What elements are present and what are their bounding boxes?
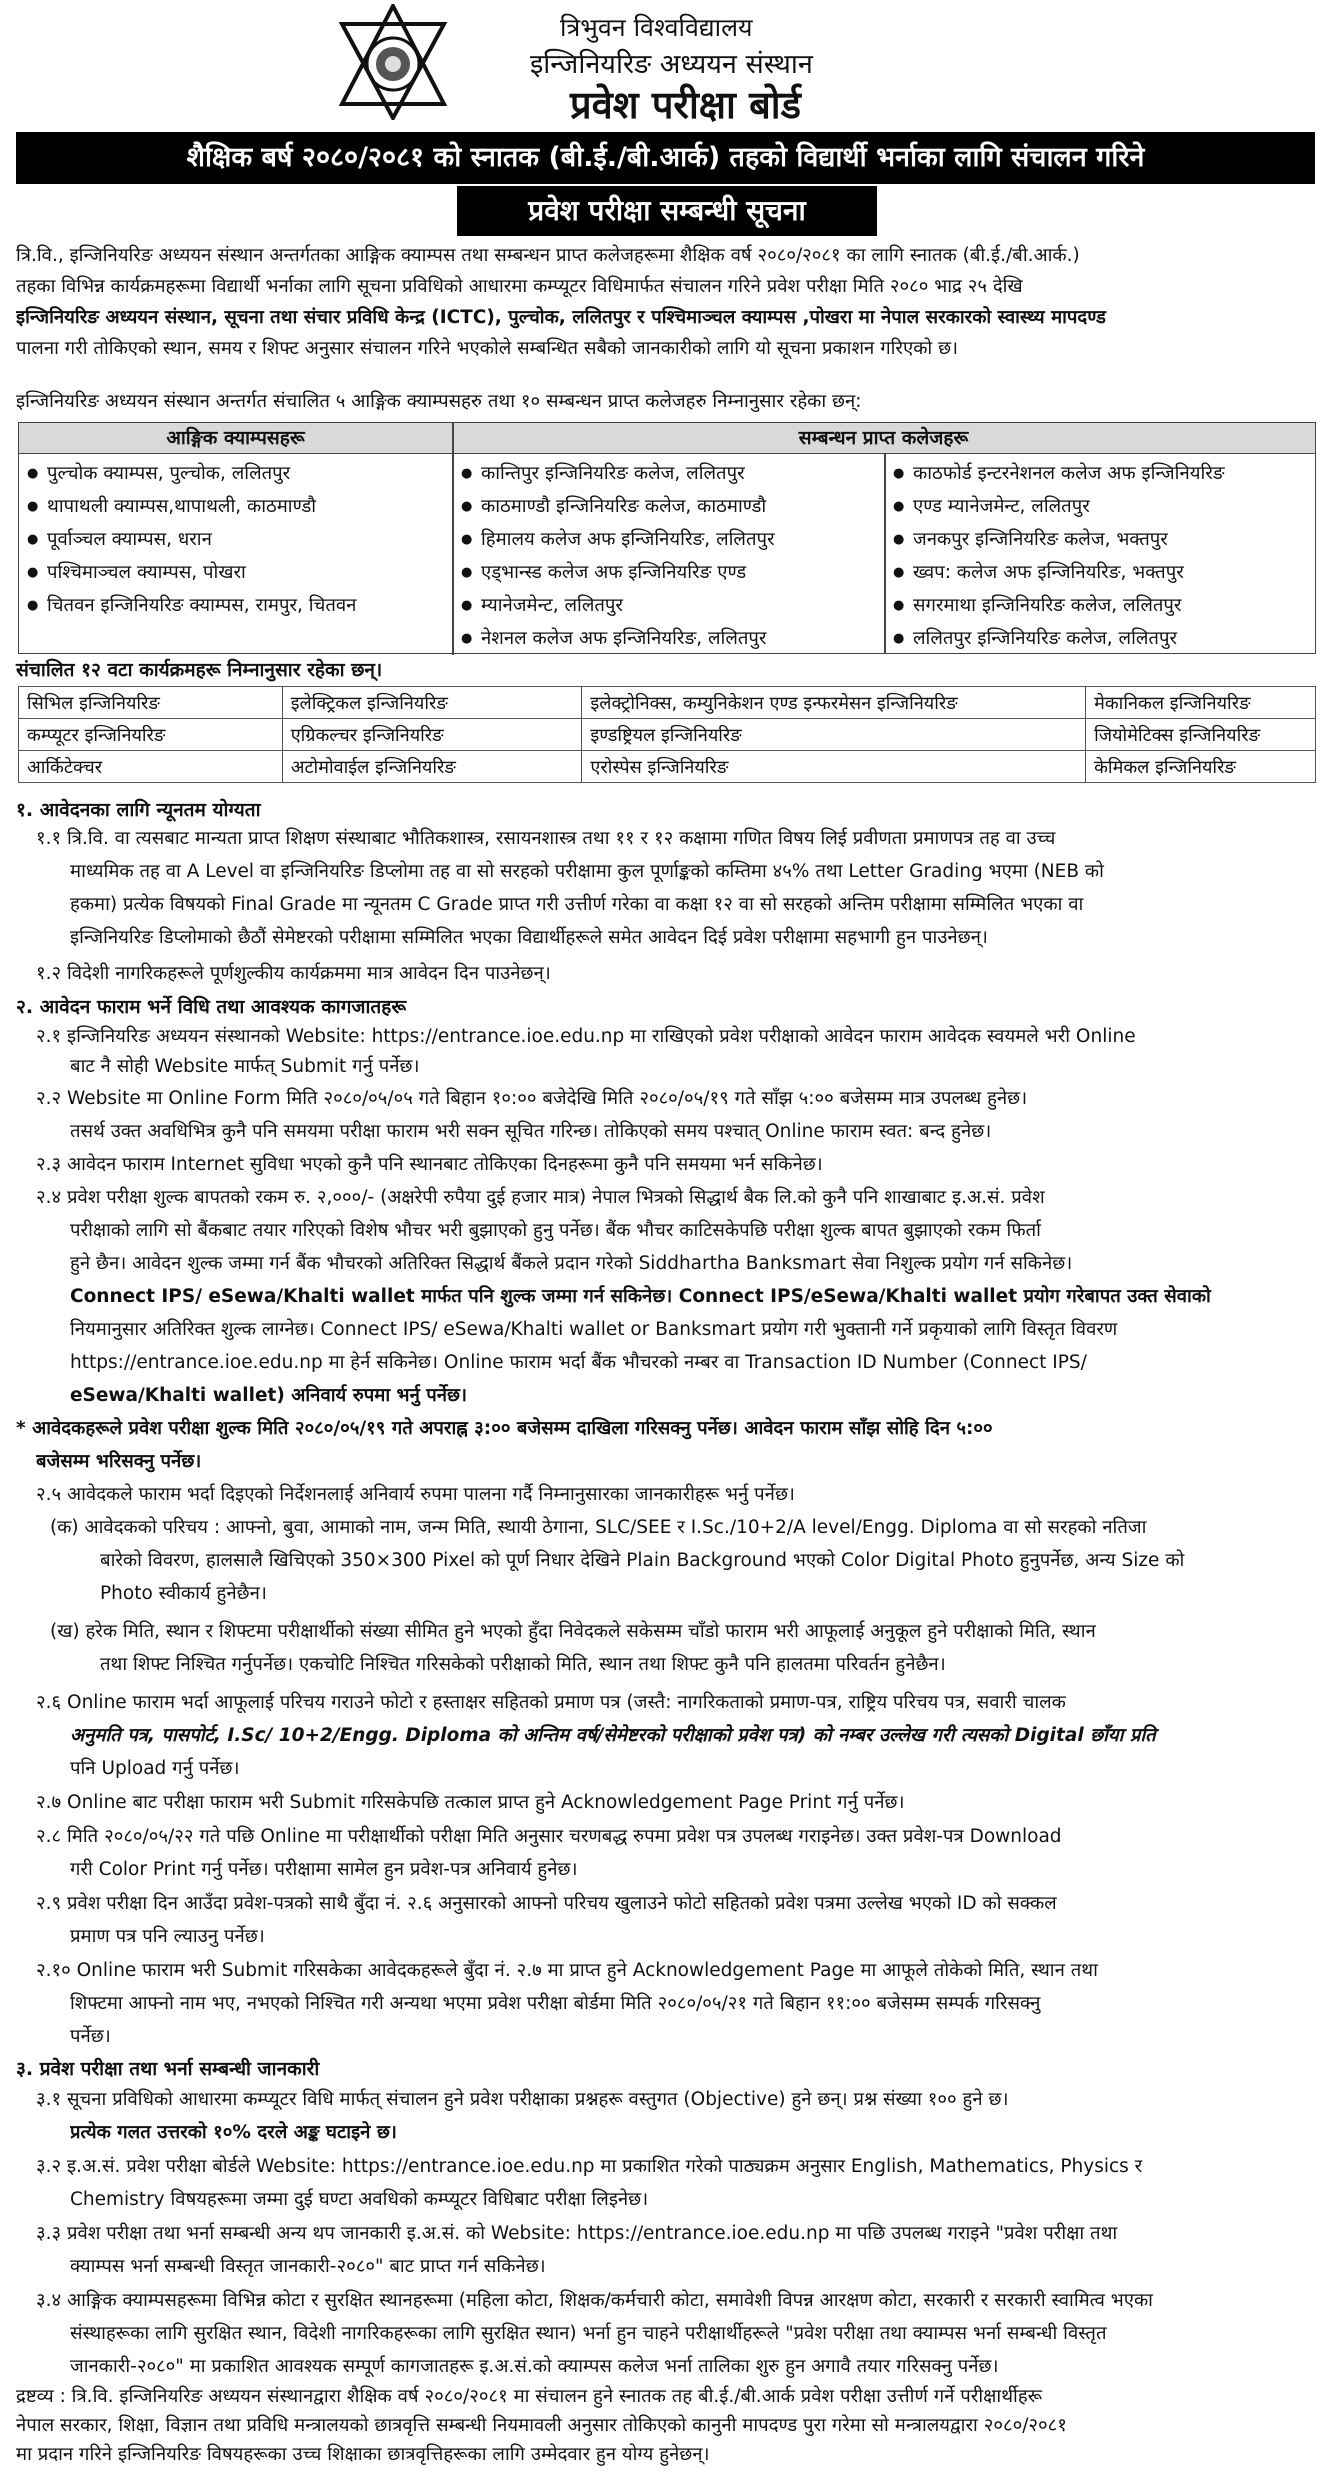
list-item: ● हिमालय कलेज अफ इन्जिनियरिङ, ललितपुर	[459, 523, 775, 556]
para-2-9: २.९ प्रवेश परीक्षा दिन आउँदा प्रवेश-पत्रको साथै बुँदा नं. २.६ अनुसारको आफ्नो परिचय खुलाउने फोटो सहितको प्रवेश पत्रमा उल्लेख भएको ID को सक्कल	[36, 1893, 1057, 1914]
list-item: ● थापाथली क्याम्पस,थापाथली, काठमाण्डौ	[25, 490, 356, 523]
note-line: द्रष्टव्य : त्रि.वि. इन्जिनियरिङ अध्ययन संस्थानद्वारा शैक्षिक वर्ष २०८०/२०८१ मा संचालन हुने स्नातक तह बी.ई./बी.आर्क प्रवेश परीक्षा उत्तीर्ण गर्ने परीक्षार्थीहरू	[16, 2386, 1043, 2407]
para-2-2: तसर्थ उक्त अवधिभित्र कुनै पनि समयमा परीक्षा फाराम भरी सक्न सूचित गरिन्छ। तोकिएको समय पश्चात् Online फाराम स्वत: बन्द हुनेछ।	[70, 1121, 992, 1142]
university-name: त्रिभुवन विश्वविद्यालय	[560, 13, 753, 42]
fee-deadline-note: बजेसम्म भरिसक्नु पर्नेछ।	[36, 1451, 202, 1472]
note-line: नेपाल सरकार, शिक्षा, विज्ञान तथा प्रविधि मन्त्रालयको छात्रवृत्ति सम्बन्धी नियमावली अनुसार तोकिएको कानुनी मापदण्ड पुरा गरेमा सो मन्त्रालयद्वारा २०८०/२०८१	[16, 2415, 1067, 2436]
fee-deadline-note: * आवेदकहरूले प्रवेश परीक्षा शुल्क मिति २०८०/०५/१९ गते अपराह्न ३:०० बजेसम्म दाखिला गरिसक्नु पर्नेछ। आवेदन फाराम साँझ सोहि दिन ५:००	[16, 1418, 993, 1439]
program-cell: एरोस्पेस इन्जिनियरिङ	[582, 751, 1086, 783]
para-2-4: Connect IPS/ eSewa/Khalti wallet मार्फत पनि शुल्क जम्मा गर्न सकिनेछ। Connect IPS/eSewa/Khalti wallet प्रयोग गरेबापत उक्त सेवाको	[70, 1286, 1211, 1307]
program-cell: इण्डष्ट्रियल इन्जिनियरिङ	[582, 719, 1086, 751]
list-item: ● कान्तिपुर इन्जिनियरिङ कलेज, ललितपुर	[459, 457, 775, 490]
programs-table	[18, 686, 1316, 783]
para-2-9: प्रमाण पत्र पनि ल्याउनु पर्नेछ।	[70, 1926, 265, 1947]
list-item-continuation: ● एण्ड म्यानेजमेन्ट, ललितपुर	[891, 490, 1225, 523]
list-item: ● नेशनल कलेज अफ इन्जिनियरिङ, ललितपुर	[459, 622, 775, 655]
para-2-5-ka: बारेको विवरण, हालसालै खिचिएको 350×300 Pixel को पूर्ण निधार देखिने Plain Background भएको Color Digital Photo हुनुपर्नेछ, अन्य Size को	[100, 1550, 1185, 1571]
para-3-1: प्रत्येक गलत उत्तरको १०% दरले अङ्क घटाइने छ।	[70, 2122, 397, 2143]
campus-table	[18, 422, 1316, 654]
section-3-title: ३. प्रवेश परीक्षा तथा भर्ना सम्बन्धी जानकारी	[16, 2058, 320, 2080]
intro-line: पालना गरी तोकिएको स्थान, समय र शिफ्ट अनुसार संचालन गरिने भएकोले सम्बन्धित सबैको जानकारीको लागि यो सूचना प्रकाशन गरिएको छ।	[16, 338, 959, 359]
list-item: ● जनकपुर इन्जिनियरिङ कलेज, भक्तपुर	[891, 523, 1225, 556]
affiliated-list-a	[459, 457, 775, 655]
intro-line: त्रि.वि., इन्जिनियरिङ अध्ययन संस्थान अन्तर्गतका आङ्गिक क्याम्पस तथा सम्बन्धन प्राप्त कलेजहरूमा शैक्षिक वर्ष २०८०/२०८१ का लागि स्नातक (बी.ई./बी.आर्क.)	[16, 245, 1080, 266]
para-3-4: ३.४ आङ्गिक क्याम्पसहरूमा विभिन्न कोटा र सुरक्षित स्थानहरूमा (महिला कोटा, शिक्षक/कर्मचारी कोटा, समावेशी विपन्न आरक्षण कोटा, सरकारी र सरकारी स्वामित्व भएका	[36, 2290, 1153, 2311]
list-item: ● पश्चिमाञ्चल क्याम्पस, पोखरा	[25, 556, 356, 589]
list-item: ● पुल्चोक क्याम्पस, पुल्चोक, ललितपुर	[25, 457, 356, 490]
para-1-1: माध्यमिक तह वा A Level वा इन्जिनियरिङ डिप्लोमा तह वा सो सरहको परीक्षामा कुल पूर्णाङ्कको कम्तिमा ४५% तथा Letter Grading भएमा (NEB को	[70, 861, 1104, 882]
program-cell: आर्किटेक्चर	[19, 751, 283, 783]
list-item: ● काठमाण्डौ इन्जिनियरिङ कलेज, काठमाण्डौ	[459, 490, 775, 523]
program-cell: जियोमेटिक्स इन्जिनियरिङ	[1086, 719, 1316, 751]
para-2-5-kha: (ख) हरेक मिति, स्थान र शिफ्टमा परीक्षार्थीको संख्या सीमित हुने भएको हुँदा निवेदकले सकेसम्म चाँडो फाराम भरी आफूलाई अनुकूल हुने परीक्षाको मिति, स्थान	[50, 1621, 1096, 1642]
para-2-10: २.१० Online फाराम भरी Submit गरिसकेका आवेदकहरूले बुँदा नं. २.७ मा प्राप्त हुने Acknowledgement Page मा आफूले तोकेको मिति, स्थान तथा	[36, 1960, 1098, 1981]
constituent-list	[25, 457, 356, 622]
program-cell: अटोमोवाईल इन्जिनियरिङ	[282, 751, 582, 783]
program-cell: केमिकल इन्जिनियरिङ	[1086, 751, 1316, 783]
para-2-5-ka: (क) आवेदकको परिचय : आफ्नो, बुवा, आमाको नाम, जन्म मिति, स्थायी ठेगाना, SLC/SEE र I.Sc./10+2/A level/Engg. Diploma वा सो सरहको नतिजा	[50, 1517, 1147, 1538]
para-3-2: ३.२ इ.अ.सं. प्रवेश परीक्षा बोर्डले Website: https://entrance.ioe.edu.np मा प्रकाशित गरेको पाठ्यक्रम अनुसार English, Mathematics, Physics र	[36, 2156, 1143, 2177]
program-cell: सिभिल इन्जिनियरिङ	[19, 687, 283, 719]
para-3-3: ३.३ प्रवेश परीक्षा तथा भर्ना सम्बन्धी अन्य थप जानकारी इ.अ.सं. को Website: https://entrance.ioe.edu.np मा पछि उपलब्ध गराइने "प्रवेश परीक्षा तथा	[36, 2223, 1118, 2244]
para-2-4: https://entrance.ioe.edu.np मा हेर्न सकिनेछ। Online फाराम भर्दा बैंक भौचरको नम्बर वा Transaction ID Number (Connect IPS/	[70, 1352, 1087, 1373]
para-1-2: १.२ विदेशी नागरिकहरूले पूर्णशुल्कीय कार्यक्रममा मात्र आवेदन दिन पाउनेछन्।	[36, 963, 551, 984]
list-item-continuation: ● म्यानेजमेन्ट, ललितपुर	[459, 589, 775, 622]
para-3-2: Chemistry विषयहरूमा जम्मा दुई घण्टा अवधिको कम्प्यूटर विधिबाट परीक्षा लिइनेछ।	[70, 2189, 649, 2210]
para-2-5-ka: Photo स्वीकार्य हुनेछैन।	[100, 1583, 267, 1604]
intro-line: इन्जिनियरिङ अध्ययन संस्थान, सूचना तथा संचार प्रविधि केन्द्र (ICTC), पुल्चोक, ललितपुर र पश्चिमाञ्चल क्याम्पस ,पोखरा मा नेपाल सरकारको स्वास्थ्य मापदण्ड	[16, 307, 1106, 328]
institute-name: इन्जिनियरिङ अध्ययन संस्थान	[530, 49, 813, 80]
para-2-6: २.६ Online फाराम भर्दा आफूलाई परिचय गराउने फोटो र हस्ताक्षर सहितको प्रमाण पत्र (जस्तै: नागरिकताको प्रमाण-पत्र, राष्ट्रिय परिचय पत्र, सवारी चालक	[36, 1692, 1066, 1713]
para-2-6: पनि Upload गर्नु पर्नेछ।	[70, 1758, 240, 1779]
para-2-5-kha: तथा शिफ्ट निश्चित गर्नुपर्नेछ। एकचोटि निश्चित गरिसकेको परीक्षाको मिति, स्थान तथा शिफ्ट कुनै पनि हालतमा परिवर्तन हुनेछैन।	[100, 1654, 946, 1675]
intro-line: इन्जिनियरिङ अध्ययन संस्थान अन्तर्गत संचालित ५ आङ्गिक क्याम्पसहरु तथा १० सम्बन्धन प्राप्त कलेजहरु निम्नानुसार रहेका छन्:	[16, 391, 862, 412]
para-1-1: १.१ त्रि.वि. वा त्यसबाट मान्यता प्राप्त शिक्षण संस्थाबाट भौतिकशास्त्र, रसायनशास्त्र तथा ११ र १२ कक्षामा गणित विषय लिई प्रवीणता प्रमाणपत्र तह वा उच्च	[36, 828, 1056, 849]
table-row	[19, 687, 1316, 719]
para-3-4: जानकारी-२०८०" मा प्रकाशित आवश्यक सम्पूर्ण कागजातहरू इ.अ.सं.को क्याम्पस कलेज भर्ना तालिका शुरु हुन अगावै तयार गरिसक्नु पर्नेछ।	[70, 2356, 999, 2377]
para-2-2: २.२ Website मा Online Form मिति २०८०/०५/०५ गते बिहान १०:०० बजेदेखि मिति २०८०/०५/१९ गते साँझ ५:०० बजेसम्म मात्र उपलब्ध हुनेछ।	[36, 1088, 1028, 1109]
para-2-10: पर्नेछ।	[70, 2026, 111, 2047]
program-cell: इलेक्ट्रिकल इन्जिनियरिङ	[282, 687, 582, 719]
para-2-5: २.५ आवेदकले फाराम भर्दा दिइएको निर्देशनलाई अनिवार्य रुपमा पालना गर्दै निम्नानुसारका जानकारीहरू भर्नु पर्नेछ।	[36, 1484, 795, 1505]
para-2-6: अनुमति पत्र, पासपोर्ट, I.Sc/ 10+2/Engg. Diploma को अन्तिम वर्ष/सेमेष्टरको परीक्षाको प्रवेश पत्र) को नम्बर उल्लेख गरी त्यसको Digital छाँया प्रति	[70, 1725, 1156, 1746]
affiliated-list-b	[891, 457, 1225, 655]
para-2-4: परीक्षाको लागि सो बैंकबाट तयार गरिएको विशेष भौचर भरी बुझाएको हुनु पर्नेछ। बैंक भौचर काटिसकेपछि परीक्षा शुल्क बापत बुझाएको रकम फिर्ता	[70, 1220, 1041, 1241]
para-2-8: गरी Color Print गर्नु पर्नेछ। परीक्षामा सामेल हुन प्रवेश-पत्र अनिवार्य हुनेछ।	[70, 1859, 578, 1880]
program-cell: कम्प्यूटर इन्जिनियरिङ	[19, 719, 283, 751]
constituent-header: आङ्गिक क्याम्पसहरू	[166, 427, 305, 449]
para-2-7: २.७ Online बाट परीक्षा फाराम भरी Submit गरिसकेपछि तत्काल प्राप्त हुने Acknowledgement Page Print गर्नु पर्नेछ।	[36, 1792, 905, 1813]
list-item: ● ख्वप: कलेज अफ इन्जिनियरिङ, भक्तपुर	[891, 556, 1225, 589]
para-3-4: संस्थाहरूका लागि सुरक्षित स्थान, विदेशी नागरिकहरूका लागि सुरक्षित स्थान) भर्ना हुन चाहने परीक्षार्थीहरूले "प्रवेश परीक्षा तथा क्याम्पस भर्ना सम्बन्धी विस्तृत	[70, 2323, 1107, 2344]
para-3-3: क्याम्पस भर्ना सम्बन्धी विस्तृत जानकारी-२०८०" बाट प्राप्त गर्न सकिनेछ।	[70, 2256, 546, 2277]
para-2-8: २.८ मिति २०८०/०५/२२ गते पछि Online मा परीक्षार्थीको परीक्षा मिति अनुसार चरणबद्ध रुपमा प्रवेश पत्र उपलब्ध गराइनेछ। उक्त प्रवेश-पत्र Download	[36, 1826, 1062, 1847]
section-1-title: १. आवेदनका लागि न्यूनतम योग्यता	[16, 799, 261, 821]
list-item: ● पूर्वाञ्चल क्याम्पस, धरान	[25, 523, 356, 556]
para-1-1: हकमा) प्रत्येक विषयको Final Grade मा न्यूनतम C Grade प्राप्त गरी उत्तीर्ण गरेका वा कक्षा १२ वा सो सरहको अन्तिम परीक्षामा सम्मिलित भएका वा	[70, 894, 1084, 915]
list-item: ● सगरमाथा इन्जिनियरिङ कलेज, ललितपुर	[891, 589, 1225, 622]
board-name: प्रवेश परीक्षा बोर्ड	[570, 83, 801, 127]
program-cell: एग्रिकल्चर इन्जिनियरिङ	[282, 719, 582, 751]
list-item: ● काठफोर्ड इन्टरनेशनल कलेज अफ इन्जिनियरिङ	[891, 457, 1225, 490]
program-cell: मेकानिकल इन्जिनियरिङ	[1086, 687, 1316, 719]
para-2-10: शिफ्टमा आफ्नो नाम भए, नभएको निश्चित गरी अन्यथा भएमा प्रवेश परीक्षा बोर्डमा मिति २०८०/०५/२१ गते बिहान ११:०० बजेसम्म सम्पर्क गरिसक्नु	[70, 1993, 1041, 2014]
para-2-1: २.१ इन्जिनियरिङ अध्ययन संस्थानको Website: https://entrance.ioe.edu.np मा राखिएको प्रवेश परीक्षाको आवेदन फाराम आवेदक स्वयमले भरी Online	[36, 1026, 1136, 1047]
list-item: ● एड्भान्स्ड कलेज अफ इन्जिनियरिङ एण्ड	[459, 556, 775, 589]
note-line: मा प्रदान गरिने इन्जिनियरिङ विषयहरूका उच्च शिक्षाका छात्रवृत्तिहरूका लागि उम्मेदवार हुन योग्य हुनेछन्।	[16, 2444, 710, 2465]
para-2-4: eSewa/Khalti wallet) अनिवार्य रुपमा भर्नु पर्नेछ।	[70, 1385, 468, 1406]
intro-line: तहका विभिन्न कार्यक्रमहरूमा विद्यार्थी भर्नाका लागि सूचना प्रविधिको आधारमा कम्प्यूटर विधिमार्फत संचालन गरिने प्रवेश परीक्षा मिति २०८० भाद्र २५ देखि	[16, 276, 1023, 297]
notice-title-band: शैक्षिक बर्ष २०८०/२०८१ को स्नातक (बी.ई./बी.आर्क) तहको विद्यार्थी भर्नाका लागि संचालन गरिने	[16, 132, 1315, 184]
tu-logo-icon	[338, 4, 448, 120]
para-2-4: नियमानुसार अतिरिक्त शुल्क लाग्नेछ। Connect IPS/ eSewa/Khalti wallet or Banksmart प्रयोग गरी भुक्तानी गर्ने प्रकृयाको लागि विस्तृत विवरण	[70, 1319, 1118, 1340]
campus-table-header	[19, 423, 1315, 454]
para-2-1: बाट नै सोही Website मार्फत् Submit गर्नु पर्नेछ।	[70, 1056, 420, 1077]
para-1-1: इन्जिनियरिङ डिप्लोमाको छैठौं सेमेष्टरको परीक्षामा सम्मिलित भएका विद्यार्थीहरूले समेत आवेदन दिई प्रवेश परीक्षामा सहभागी हुन पाउनेछन्।	[70, 927, 988, 948]
programs-heading: संचालित १२ वटा कार्यक्रमहरू निम्नानुसार रहेका छन्।	[16, 659, 383, 681]
list-item: ● ललितपुर इन्जिनियरिङ कलेज, ललितपुर	[891, 622, 1225, 655]
table-row	[19, 719, 1316, 751]
affiliated-header: सम्बन्धन प्राप्त कलेजहरू	[798, 427, 969, 449]
para-2-4: हुने छैन। आवेदन शुल्क जम्मा गर्न बैंक भौचरको अतिरिक्त सिद्धार्थ बैंकले प्रदान गरेको Siddhartha Banksmart सेवा निशुल्क प्रयोग गर्न सकिनेछ।	[70, 1253, 1073, 1274]
program-cell: इलेक्ट्रोनिक्स, कम्युनिकेशन एण्ड इन्फरमेसन इन्जिनियरिङ	[582, 687, 1086, 719]
para-2-4: २.४ प्रवेश परीक्षा शुल्क बापतको रकम रु. २,०००/- (अक्षरेपी रुपैया दुई हजार मात्र) नेपाल भित्रको सिद्धार्थ बैक लि.को कुनै पनि शाखाबाट इ.अ.सं. प्रवेश	[36, 1187, 1045, 1208]
notice-subtitle-band: प्रवेश परीक्षा सम्बन्धी सूचना	[457, 186, 877, 236]
list-item: ● चितवन इन्जिनियरिङ क्याम्पस, रामपुर, चितवन	[25, 589, 356, 622]
para-2-3: २.३ आवेदन फाराम Internet सुविधा भएको कुनै पनि स्थानबाट तोकिएका दिनहरूमा कुनै पनि समयमा भर्न सकिनेछ।	[36, 1154, 823, 1175]
section-2-title: २. आवेदन फाराम भर्ने विधि तथा आवश्यक कागजातहरू	[16, 996, 407, 1018]
para-3-1: ३.१ सूचना प्रविधिको आधारमा कम्प्यूटर विधि मार्फत् संचालन हुने प्रवेश परीक्षाका प्रश्नहरू वस्तुगत (Objective) हुने छन्। प्रश्न संख्या १०० हुने छ।	[36, 2089, 1009, 2110]
table-row	[19, 751, 1316, 783]
